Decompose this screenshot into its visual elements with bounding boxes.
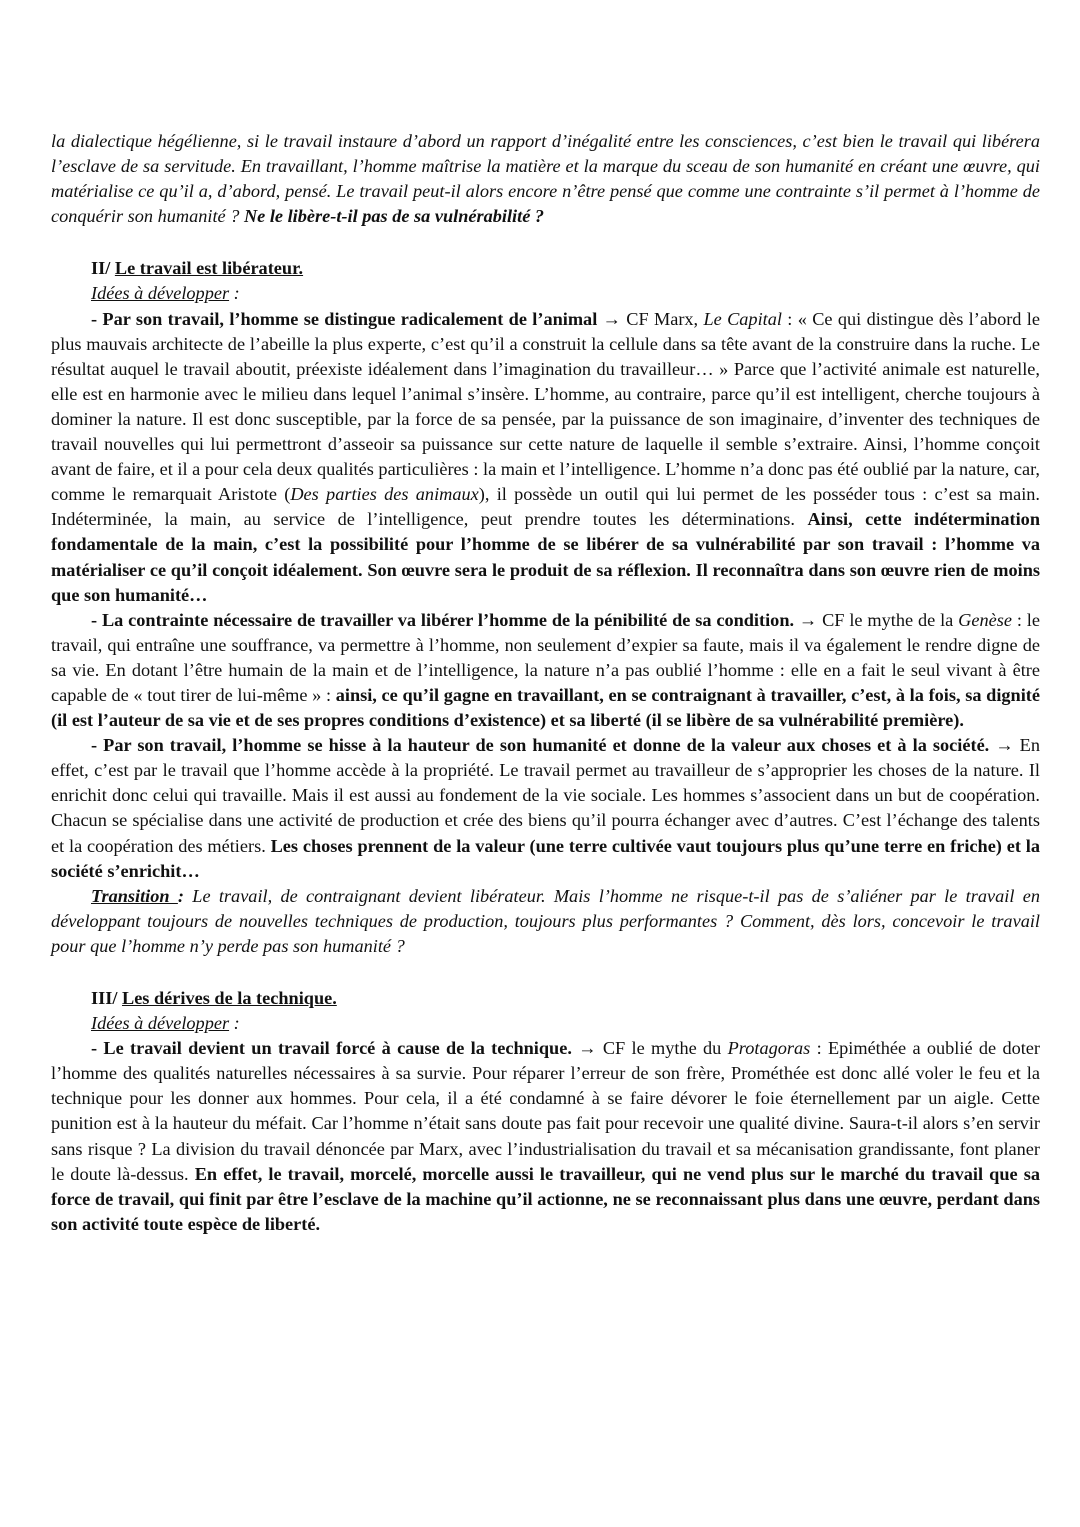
section-2-heading [51, 256, 1040, 281]
section-2-title: Le travail est libérateur. [114, 258, 304, 279]
transition-label: Transition [91, 885, 178, 906]
book-title: Protagoras [727, 1038, 811, 1059]
section-2-point-1 [51, 307, 1040, 608]
point-conclusion: Les choses prennent de la valeur (une terre cultivée vaut toujours plus qu’une terre en friche) et la société s’enrichit… [51, 835, 1040, 881]
section-2-point-3 [51, 733, 1040, 884]
point-text: → En effet, c’est par le travail que l’homme accède à la propriété. Le travail permet au travailleur de s’approprier les choses de la nature. Il enrichit donc celui qui travaille. Mais il est aussi au fondement de la vie sociale. Les hommes s’associent dans un but de coopération. Chacun se spécialise dans une activité de production et crée des biens qu’il pourra échanger avec d’autres. C’est l’échange des talents et la coopération des métiers. [51, 735, 1040, 856]
ideas-label-colon: : [229, 283, 240, 304]
point-thesis: - Par son travail, l’homme se distingue radicalement de l’animal [91, 308, 598, 329]
ideas-label-colon: : [229, 1013, 240, 1034]
point-thesis: - Par son travail, l’homme se hisse à la hauteur de son humanité et donne de la valeur aux choses et à la société. [91, 735, 990, 756]
section-3-title: Les dérives de la technique. [122, 988, 337, 1008]
point-text: ), il possède un outil qui lui permet de les posséder tous : c’est sa main. Indéterminée, la main, au service de l’intelligence, peut prendre toutes les déterminations. [51, 484, 1040, 530]
intro-paragraph [51, 129, 1040, 229]
section-3-number: III/ [91, 988, 122, 1008]
point-text: : le travail, qui entraîne une souffrance, va permettre à l’homme, non seulement d’expier sa faute, mais il va également le rendre digne de sa vie. En dotant l’être humain de la main et de l’intelligence, la nature n’a pas oublié l’homme : elle en a fait le seul vivant à être capable de « tout tirer de lui-même » : [51, 609, 1040, 705]
transition-text: Le travail, de contraignant devient libérateur. Mais l’homme ne risque-t-il pas de s’aliéner par le travail en développant toujours de nouvelles techniques de production, toujours plus performantes ? Comment, dès lors, concevoir le travail pour que l’homme n’y perde pas son humanité ? [51, 885, 1040, 956]
transition-colon: : [177, 885, 184, 906]
section-3-ideas-label [51, 1011, 1040, 1036]
point-text: → CF le mythe du [571, 1038, 728, 1059]
point-text: : « Ce qui distingue dès l’abord le plus mauvais architecte de l’abeille la plus experte, c’est qu’il a construit la cellule dans sa tête avant de la construire dans la ruche. Le résultat auquel le travail aboutit, préexiste idéalement dans l’imagination du travailleur… » Parce que l’activité animale est naturelle, elle est en harmonie avec le milieu dans lequel l’animal s’insère. L’homme, au contraire, parce qu’il est intelligent, cherche toujours à dominer la nature. Il est donc susceptible, par la force de sa pensée, par la puissance de son imaginaire, d’inventer des techniques de travail nouvelles qui lui permettront d’asseoir sa puissance sur cette nature de laquelle il semble s’extraire. Ainsi, l’homme conçoit avant de faire, et il a pour cela deux qualités particulières : la main et l’intelligence. L’homme n’a donc pas été oublié par la nature, car, comme le remarquait Aristote ( [51, 308, 1040, 505]
book-title: Des parties des animaux [290, 484, 479, 505]
intro-question: Ne le libère-t-il pas de sa vulnérabilité ? [243, 206, 545, 227]
section-2-number: II/ [91, 258, 115, 279]
point-thesis: - La contrainte nécessaire de travailler va libérer l’homme de la pénibilité de sa condition. [91, 609, 795, 630]
book-title: Le Capital [703, 308, 782, 329]
ideas-label-text: Idées à développer [91, 1013, 230, 1034]
book-title: Genèse [958, 609, 1012, 630]
section-3-point-1 [51, 1036, 1040, 1237]
intro-text: la dialectique hégélienne, si le travail instaure d’abord un rapport d’inégalité entre les consciences, c’est bien le travail qui libérera l’esclave de sa servitude. En travaillant, l’homme maîtrise la matière et la marque du sceau de son humanité en créant une œuvre, qui matérialise ce qu’il a, d’abord, pensé. Le travail peut-il alors encore n’être pensé que comme une contrainte s’il permet à l’homme de conquérir son humanité ? [51, 131, 1040, 227]
point-conclusion: ainsi, ce qu’il gagne en travaillant, en se contraignant à travailler, c’est, à la fois, sa dignité (il est l’auteur de sa vie et de ses propres conditions d’existence) et sa liberté (il se libère de sa vulnérabilité première). [51, 684, 1041, 731]
section-2-point-2 [51, 608, 1040, 733]
section-2-ideas-label [51, 281, 1040, 306]
transition-paragraph [51, 884, 1040, 959]
point-conclusion: Ainsi, cette indétermination fondamentale de la main, c’est la possibilité pour l’homme de se libérer de sa vulnérabilité par son travail : l’homme va matérialiser ce qu’il conçoit idéalement. Son œuvre sera le produit de sa réflexion. Il reconnaîtra dans son œuvre rien de moins que son humanité… [51, 509, 1040, 605]
section-3-heading [51, 986, 1040, 1011]
point-thesis: - Le travail devient un travail forcé à cause de la technique. [91, 1038, 572, 1059]
point-text: : Epiméthée a oublié de doter l’homme des qualités naturelles nécessaires à sa survie. Pour réparer l’erreur de son frère, Prométhée est donc allé voler le feu et la technique pour les donner aux hommes. Pour cela, il a été condamné à se faire dévorer le foie éternellement par un aigle. Cette punition est à la hauteur du méfait. Car l’homme n’était sans doute pas fait pour recevoir une qualité divine. Saura-t-il alors s’en servir sans risque ? La division du travail dénoncée par Marx, avec l’industrialisation du travail et sa mécanisation grandissante, font planer le doute là-dessus. [51, 1038, 1041, 1184]
point-text: → CF le mythe de la [794, 609, 959, 630]
point-conclusion: En effet, le travail, morcelé, morcelle aussi le travailleur, qui ne vend plus sur le marché du travail que sa force de travail, qui finit par être l’esclave de la machine qu’il actionne, ne se reconnaissant plus dans une œuvre, perdant dans son activité toute espèce de liberté. [51, 1163, 1040, 1234]
point-text: → CF Marx, [597, 308, 704, 329]
ideas-label-text: Idées à développer [91, 283, 230, 304]
